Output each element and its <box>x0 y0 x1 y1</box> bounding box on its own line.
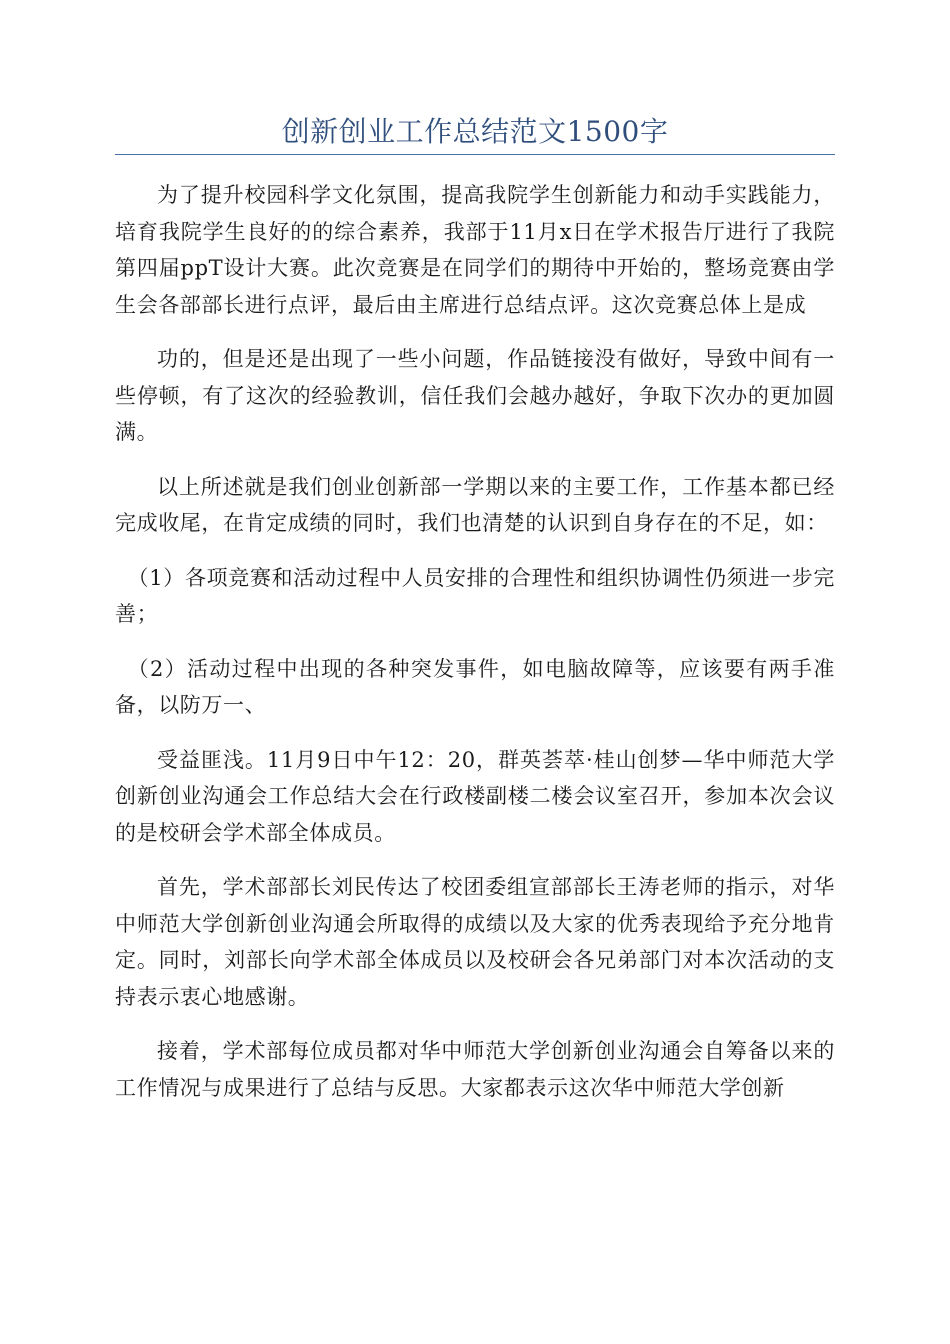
title-underline <box>115 154 835 155</box>
document-title: 创新创业工作总结范文1500字 <box>281 115 669 148</box>
list-item-2: （2）活动过程中出现的各种突发事件，如电脑故障等，应该要有两手准备，以防万一、 <box>115 656 835 717</box>
list-item-1: （1）各项竞赛和活动过程中人员安排的合理性和组织协调性仍须进一步完善； <box>115 565 835 626</box>
paragraph-summary: 以上所述就是我们创业创新部一学期以来的主要工作，工作基本都已经完成收尾，在肯定成绩的同时，我们也清楚的认识到自身存在的不足，如： <box>115 474 835 535</box>
paragraph-first: 首先，学术部部长刘民传达了校团委组宣部部长王涛老师的指示，对华中师范大学创新创业沟通会所取得的成绩以及大家的优秀表现给予充分地肯定。同时，刘部长向学术部全体成员以及校研会各兄弟部门对本次活动的支持表示衷心地感谢。 <box>115 875 835 1009</box>
paragraph-continuation: 功的，但是还是出现了一些小问题，作品链接没有做好，导致中间有一些停顿，有了这次的经验教训，信任我们会越办越好，争取下次办的更加圆满。 <box>115 347 835 444</box>
paragraph-intro: 为了提升校园科学文化氛围，提高我院学生创新能力和动手实践能力，培育我院学生良好的的综合素养，我部于11月x日在学术报告厅进行了我院第四届ppT设计大赛。此次竞赛是在同学们的期待中开始的，整场竞赛由学生会各部部长进行点评，最后由主席进行总结点评。这次竞赛总体上是成 <box>115 183 835 317</box>
document-body <box>115 177 835 1124</box>
paragraph-next: 接着，学术部每位成员都对华中师范大学创新创业沟通会自筹备以来的工作情况与成果进行了总结与反思。大家都表示这次华中师范大学创新 <box>115 1039 835 1100</box>
paragraph-meeting: 受益匪浅。11月9日中午12：20，群英荟萃·桂山创梦—华中师范大学创新创业沟通会工作总结大会在行政楼副楼二楼会议室召开，参加本次会议的是校研会学术部全体成员。 <box>115 747 835 845</box>
